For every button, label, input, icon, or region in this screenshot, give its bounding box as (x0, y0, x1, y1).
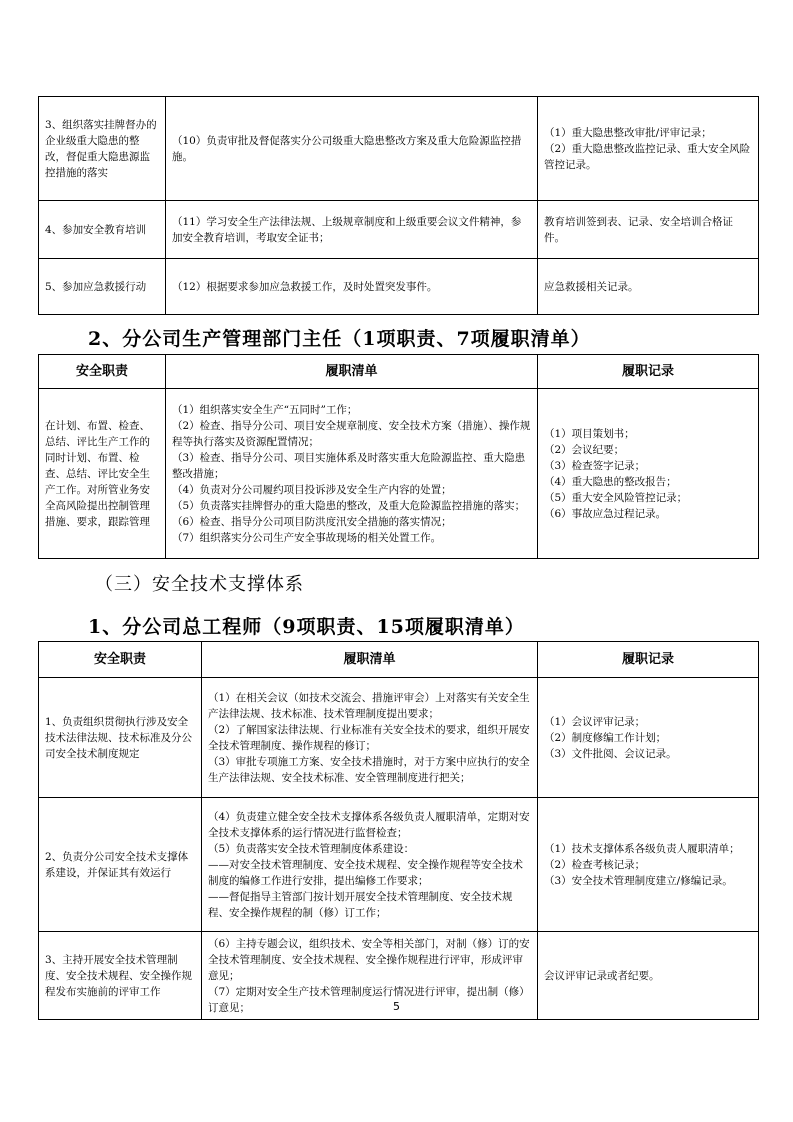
list-line: （5）负责落实挂牌督办的重大隐患的整改，及重大危险源监控措施的落实； (172, 499, 526, 512)
list-line: （1）重大隐患整改审批/评审记录； (544, 126, 712, 139)
list-line: 会议评审记录或者纪要。 (544, 969, 660, 982)
page-number: 5 (393, 1000, 400, 1013)
list-line: （2）会议纪要； (544, 443, 625, 456)
duty-cell: 1、负责组织贯彻执行涉及安全技术法律法规、技术标准及分公司安全技术制度规定 (39, 678, 202, 798)
list-line: （3）审批专项施工方案、安全技术措施时，对于方案中应执行的安全生产法律法规、安全技术标准、安全管理制度进行把关； (208, 755, 530, 784)
list-line: （2）了解国家法律法规、行业标准有关安全技术的要求，组织开展安全技术管理制度、操作规程的修订； (208, 723, 530, 752)
list-line: 教育培训签到表、记录、安全培训合格证件。 (544, 215, 733, 244)
records-cell (538, 798, 759, 932)
list-line: （12）根据要求参加应急救援工作，及时处置突发事件。 (172, 280, 438, 293)
list-line: （10）负责审批及督促落实分公司级重大隐患整改方案及重大危险源监控措施。 (172, 134, 522, 163)
list-line: （4）负责对分公司履约项目投诉涉及安全生产内容的处置； (172, 483, 452, 496)
tasks-cell (166, 259, 538, 315)
list-line: （2）检查考核记录； (544, 858, 646, 871)
list-line: （5）重大安全风险管控记录； (544, 491, 688, 504)
list-line: （4）负责建立健全安全技术支撑体系各级负责人履职清单，定期对安全技术支撑体系的运行情况进行监督检查； (208, 810, 530, 839)
list-line: （1）会议评审记录； (544, 715, 646, 728)
table-row (39, 798, 759, 932)
list-line: （7）组织落实分公司生产安全事故现场的相关处置工作。 (172, 531, 442, 544)
list-line: （3）检查、指导分公司、项目实施体系及时落实重大危险源监控、重大隐患整改措施； (172, 451, 526, 480)
table1-body (39, 97, 759, 315)
list-line: （2）制度修编工作计划； (544, 731, 667, 744)
table-row (39, 678, 759, 798)
production-manager-table (38, 354, 759, 559)
header-duty: 安全职责 (39, 642, 202, 678)
header-records: 履职记录 (538, 355, 759, 389)
section-title-production-manager: 2、分公司生产管理部门主任（1项职责、7项履职清单） (88, 328, 591, 350)
table-header-row (39, 355, 759, 389)
duty-cell: 在计划、布置、检查、总结、评比生产工作的同时计划、布置、检查、总结、评比安全生产工作。对所管业务安全高风险提出控制管理措施、要求，跟踪管理 (39, 389, 166, 559)
header-tasks: 履职清单 (166, 355, 538, 389)
records-cell (538, 389, 759, 559)
table-row (39, 259, 759, 315)
list-line: （1）技术支撑体系各级负责人履职清单； (544, 842, 740, 855)
duty-cell: 4、参加安全教育培训 (39, 201, 166, 259)
list-line: （2）重大隐患整改监控记录、重大安全风险管控记录。 (544, 142, 751, 171)
table-row (39, 97, 759, 201)
records-cell (538, 259, 759, 315)
section-title-tech-support: （三）安全技术支撑体系 (95, 574, 304, 595)
records-cell (538, 97, 759, 201)
list-line: （1）在相关会议（如技术交流会、措施评审会）上对落实有关安全生产法律法规、技术标准、技术管理制度提出要求； (208, 691, 530, 720)
list-line: （3）文件批阅、会议记录。 (544, 747, 677, 760)
header-records: 履职记录 (538, 642, 759, 678)
section-title-chief-engineer: 1、分公司总工程师（9项职责、15项履职清单） (88, 616, 525, 638)
tasks-cell (166, 201, 538, 259)
table-row (39, 201, 759, 259)
tasks-cell (202, 798, 538, 932)
list-line: （6）主持专题会议，组织技术、安全等相关部门，对制（修）订的安全技术管理制度、安全技术规程、安全操作规程进行评审，形成评审意见； (208, 937, 530, 982)
list-line: （1）组织落实安全生产“五同时”工作； (172, 403, 358, 416)
list-line: ——督促指导主管部门按计划开展安全技术管理制度、安全技术规程、安全操作规程的制（修）订工作； (208, 890, 513, 919)
records-cell (538, 678, 759, 798)
list-line: ——对安全技术管理制度、安全技术规程、安全操作规程等安全技术制度的编修工作进行安排，提出编修工作要求； (208, 858, 523, 887)
list-line: （4）重大隐患的整改报告； (544, 475, 677, 488)
chief-engineer-table (38, 641, 759, 1020)
list-line: （11）学习安全生产法律法规、上级规章制度和上级重要会议文件精神，参加安全教育培训，考取安全证书； (172, 215, 522, 244)
duty-cell: 3、组织落实挂牌督办的企业级重大隐患的整改，督促重大隐患源监控措施的落实 (39, 97, 166, 201)
tasks-cell (202, 678, 538, 798)
list-line: （1）项目策划书； (544, 427, 635, 440)
tasks-cell (166, 389, 538, 559)
tasks-cell (166, 97, 538, 201)
list-line: （5）负责落实安全技术管理制度体系建设： (208, 842, 415, 855)
records-cell (538, 201, 759, 259)
table3-body (39, 678, 759, 1020)
header-tasks: 履职清单 (202, 642, 538, 678)
duty-cell: 2、负责分公司安全技术支撑体系建设，并保证其有效运行 (39, 798, 202, 932)
list-line: 应急救援相关记录。 (544, 280, 639, 293)
duty-cell: 3、主持开展安全技术管理制度、安全技术规程、安全操作规程发布实施前的评审工作 (39, 932, 202, 1020)
list-line: （3）检查签字记录； (544, 459, 646, 472)
list-line: （3）安全技术管理制度建立/修编记录。 (544, 874, 733, 887)
header-duty: 安全职责 (39, 355, 166, 389)
list-line: （6）检查、指导分公司项目防洪度汛安全措施的落实情况； (172, 515, 452, 528)
list-line: （2）检查、指导分公司、项目安全规章制度、安全技术方案（措施）、操作规程等执行落实及资源配置情况； (172, 419, 531, 448)
list-line: （7）定期对安全生产技术管理制度运行情况进行评审，提出制（修）订意见； (208, 985, 530, 1014)
table-row (39, 389, 759, 559)
table-header-row (39, 642, 759, 678)
responsibility-table-continued (38, 96, 759, 315)
duty-cell: 5、参加应急救援行动 (39, 259, 166, 315)
list-line: （6）事故应急过程记录。 (544, 507, 667, 520)
